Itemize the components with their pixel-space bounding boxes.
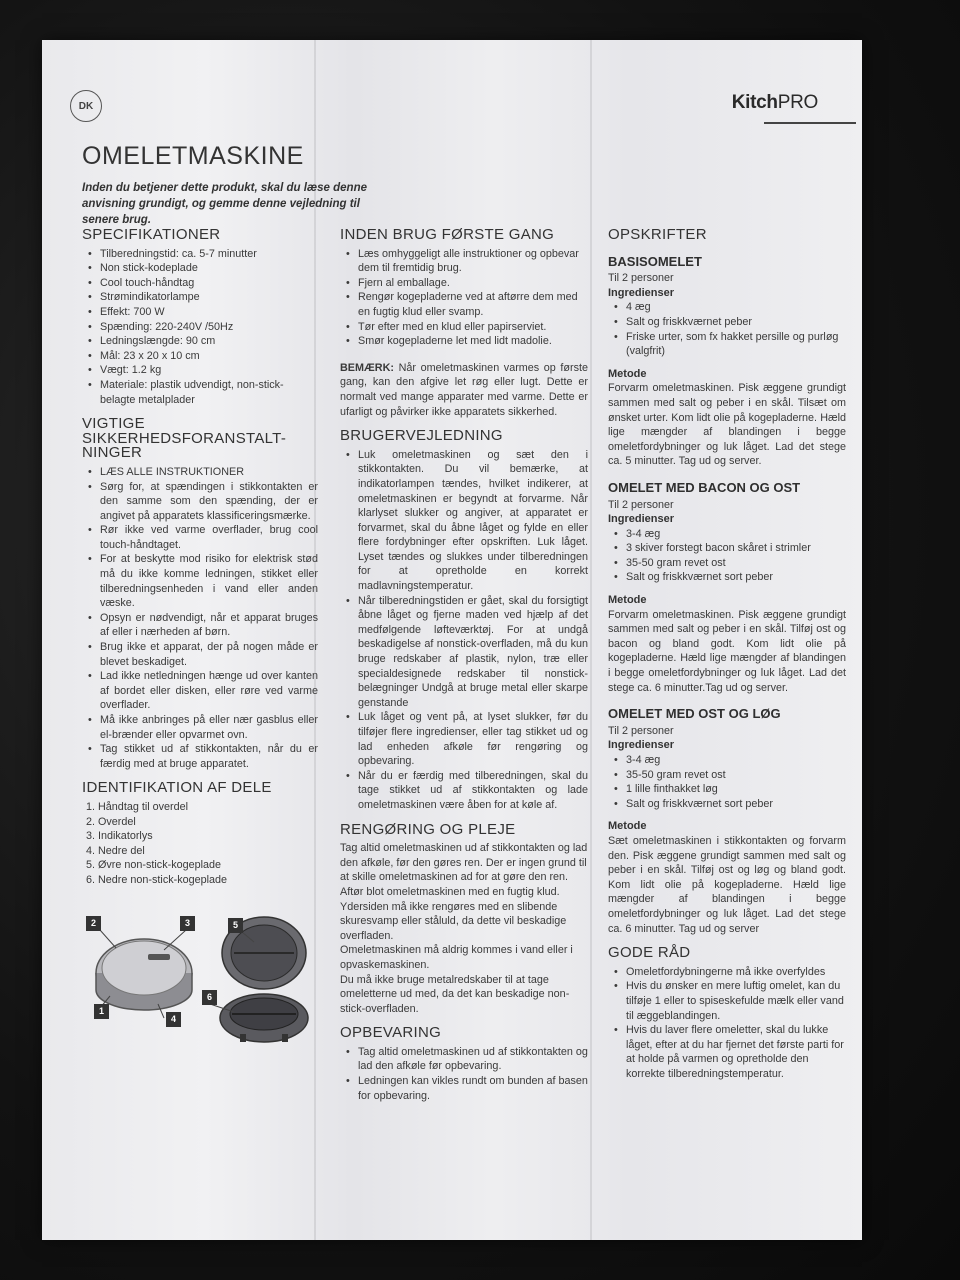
usage-heading: BRUGERVEJLEDNING — [340, 427, 503, 445]
list-item: • Salt og friskkværnet peber — [626, 315, 846, 330]
recipe-ingredients-label: Ingredienser — [608, 513, 675, 526]
list-item: • Tag altid omeletmaskinen ud af stikkontakten og lad den afkøle før opbevaring. — [358, 1045, 588, 1074]
page-title: OMELETMASKINE — [82, 142, 304, 170]
cleaning-heading: RENGØRING OG PLEJE — [340, 820, 516, 838]
part-label-3: 3 — [180, 916, 195, 931]
list-item: • Tag stikket ud af stikkontakten, når du er færdig med at bruge apparatet. — [100, 742, 318, 771]
part-label-2: 2 — [86, 916, 101, 931]
part-label-4: 4 — [166, 1012, 181, 1027]
list-item: • 35-50 gram revet ost — [626, 768, 846, 783]
list-item: 5. Øvre non-stick-kogeplade — [86, 859, 222, 872]
recipes-heading: OPSKRIFTER — [608, 226, 707, 243]
list-item: • Hvis du laver flere omeletter, skal du lukke låget, efter at du har fjernet det første parti for at holde på varmen og opretholde den korrekte tilberedningstemperatur. — [626, 1023, 846, 1081]
spec-heading: SPECIFIKATIONER — [82, 226, 221, 243]
omelet-maker-illustration — [82, 908, 322, 1058]
language-badge: DK — [70, 90, 102, 122]
list-item: • Friske urter, som fx hakket persille og purløg (valgfrit) — [626, 330, 846, 359]
recipe-ingredients-label: Ingredienser — [608, 739, 675, 752]
recipe-ingredients — [608, 300, 846, 358]
recipe-method-label: Metode — [608, 367, 647, 380]
list-item: • Luk låget og vent på, at lyset slukker, før du tilføjer flere ingredienser, eller tag stikket ud og lad enheden afkøle før rengøring og opbevaring. — [358, 710, 588, 768]
list-item: • 3 skiver forstegt bacon skåret i strimler — [626, 541, 846, 556]
first-use-heading: INDEN BRUG FØRSTE GANG — [340, 226, 555, 243]
list-item: • 1 lille finthakket løg — [626, 782, 846, 797]
recipe-method: Sæt omeletmaskinen i stikkontakten og forvarm den. Pisk æggene grundigt sammen med salt og peber i en skål. Tilføj ost og løg og bland godt. Kom lidt olie på kogepladerne. Hæld lige mængder af blandingen i begge omeletfordybninger og luk låget. Lad det stege ca. 6 minutter. Tag ud og server — [608, 834, 846, 935]
parts-heading: IDENTIFIKATION AF DELE — [82, 779, 272, 797]
list-item: 3. Indikatorlys — [86, 830, 153, 843]
spec-list — [82, 247, 318, 408]
list-item: • Spænding: 220-240V /50Hz — [100, 320, 318, 335]
cleaning-paragraph: Tag altid omeletmaskinen ud af stikkontakten og lad den afkøle, før den gøres ren. Der er ingen grund til at skille omeletmaskinen ad for at gøre den ren. — [340, 842, 588, 884]
list-item: • Ledningen kan vikles rundt om bunden af basen for opbevaring. — [358, 1074, 588, 1103]
list-item: • Mål: 23 x 20 x 10 cm — [100, 349, 318, 364]
list-item: • Hvis du ønsker en mere luftig omelet, kan du tilføje 1 eller to spiseskefulde mælk eller vand til æggeblandingen. — [626, 979, 846, 1023]
list-item: • Må ikke anbringes på eller nær gasblus eller el-brænder eller opvarmet ovn. — [100, 713, 318, 742]
list-item: • Tilberedningstid: ca. 5-7 minutter — [100, 247, 318, 262]
list-item: • Effekt: 700 W — [100, 305, 318, 320]
list-item: • Salt og friskkværnet sort peber — [626, 797, 846, 812]
column-middle — [340, 228, 588, 1103]
brand-logo — [732, 92, 818, 114]
recipe-method-label: Metode — [608, 820, 647, 833]
part-label-6: 6 — [202, 990, 217, 1005]
usage-list — [340, 448, 588, 813]
list-item: • LÆS ALLE INSTRUKTIONER — [100, 465, 318, 480]
list-item: • Fjern al emballage. — [358, 276, 588, 291]
safety-list — [82, 465, 318, 771]
list-item: • Lad ikke netledningen hænge ud over kanten af bordet eller disken, eller røre ved varme overflader. — [100, 669, 318, 713]
list-item: • Ledningslængde: 90 cm — [100, 334, 318, 349]
list-item: • For at beskytte mod risiko for elektrisk stød må du ikke komme ledningen, stikket eller tilberedningsenheden i vand eller anden væske. — [100, 552, 318, 610]
recipe-serves: Til 2 personer — [608, 724, 674, 737]
list-item: • Læs omhyggeligt alle instruktioner og opbevar dem til fremtidig brug. — [358, 247, 588, 276]
recipe-serves: Til 2 personer — [608, 272, 674, 285]
first-use-list — [340, 247, 588, 349]
list-item: • 35-50 gram revet ost — [626, 556, 846, 571]
list-item: • Materiale: plastik udvendigt, non-stick-belagte metalplader — [100, 378, 318, 407]
list-item: • Sørg for, at spændingen i stikkontakten er den samme som den spænding, der er angivet på apparatets klassificeringsmærke. — [100, 480, 318, 524]
list-item: • Omeletfordybningerne må ikke overfyldes — [626, 965, 846, 980]
list-item: • Smør kogepladerne let med lidt madolie. — [358, 334, 588, 349]
list-item: • Strømindikatorlampe — [100, 290, 318, 305]
list-item: • 3-4 æg — [626, 753, 846, 768]
list-item: • Vægt: 1.2 kg — [100, 363, 318, 378]
recipe-title: OMELET MED BACON OG OST — [608, 479, 801, 495]
recipe-ingredients-label: Ingredienser — [608, 286, 675, 299]
intro-text: Inden du betjener dette produkt, skal du læse denne anvisning grundigt, og gemme denne vejledning til senere brug. — [82, 182, 367, 226]
tips-list — [608, 965, 846, 1082]
recipe-method: Forvarm omeletmaskinen. Pisk æggene grundigt sammen med salt og peber i en skål. Tilføj ost og bacon og bland godt. Kom lidt olie på kogepladerne. Hæld lige mængder af blandingen i begge omeletfordybninger og luk låget. Lad det stege ca. 6 minutter.Tag ud og server. — [608, 608, 846, 694]
part-label-5: 5 — [228, 918, 243, 933]
cleaning-paragraph: Omeletmaskinen må aldrig kommes i vand eller i opvaskemaskinen. — [340, 944, 573, 971]
cleaning-paragraph: Aftør blot omeletmaskinen med en fugtig klud. Ydersiden må ikke rengøres med en slibende skuresvamp eller ståluld, da dette vil beskadige overfladen. — [340, 885, 567, 942]
list-item: • Brug ikke et apparat, der på nogen måde er blevet beskadiget. — [100, 640, 318, 669]
column-right — [608, 228, 846, 1081]
list-item: 2. Overdel — [86, 815, 136, 828]
safety-heading: VIGTIGE SIKKERHEDSFORANSTALT-NINGER — [82, 415, 287, 462]
recipe-title: BASISOMELET — [608, 253, 702, 269]
list-item: • Cool touch-håndtag — [100, 276, 318, 291]
list-item: 1. Håndtag til overdel — [86, 800, 189, 813]
brand-logo-kitch: Kitch — [731, 92, 778, 113]
list-item: • Rør ikke ved varme overflader, brug cool touch-håndtaget. — [100, 523, 318, 552]
list-item: • 4 æg — [626, 300, 846, 315]
recipe-method-label: Metode — [608, 594, 647, 607]
list-item: • Når du er færdig med tilberedningen, skal du tage stikket ud af stikkontakten og lade omeletmaskinen være åben for at køle af. — [358, 769, 588, 813]
column-left — [82, 228, 318, 1058]
list-item: 6. Nedre non-stick-kogeplade — [86, 873, 228, 886]
list-item: 4. Nedre del — [86, 844, 145, 857]
recipe-serves: Til 2 personer — [608, 498, 674, 511]
parts-list — [82, 800, 318, 888]
brand-logo-pro: PRO — [777, 92, 818, 113]
recipe-ingredients — [608, 753, 846, 811]
list-item: • Opsyn er nødvendigt, når et apparat bruges af eller i nærheden af børn. — [100, 611, 318, 640]
recipe-ingredients — [608, 527, 846, 585]
recipe-method: Forvarm omeletmaskinen. Pisk æggene grundigt sammen med salt og peber i en skål. Tilsæt om ønsket urter. Kom lidt olie på kogepladerne. Hæld lige mængder af blandingen i begge omeletfordybninger og luk låget. Lad det stege ca. 5 minutter. Tag ud og server. — [608, 382, 846, 468]
list-item: • Rengør kogepladerne ved at aftørre dem med en fugtig klud eller svamp. — [358, 290, 588, 319]
cleaning-paragraph: Du må ikke bruge metalredskaber til at tage omeletterne ud med, da det kan beskadige non-stick-overfladen. — [340, 973, 570, 1015]
list-item: • Non stick-kodeplade — [100, 261, 318, 276]
note-label: BEMÆRK: — [340, 361, 394, 374]
parts-diagram — [82, 908, 322, 1058]
logo-underline — [764, 122, 856, 124]
list-item: • Luk omeletmaskinen og sæt den i stikkontakten. Du vil bemærke, at indikatorlampen tændes, hvilket indikerer, at omeletmaskinen er begyndt at forvarme. Når klarlyset slukker og angiver, at apparatet er forvarmet, skal du åbne låget og fylde en eller flere fordybninger efter opskriften. Luk låget. Lyset tændes og slukkes under tilberedningen for at opretholde en korrekt madlavningstemperatur. — [358, 448, 588, 594]
list-item: • 3-4 æg — [626, 527, 846, 542]
storage-list — [340, 1045, 588, 1103]
note-text: Når omeletmaskinen varmes op første gang, kan den afgive let røg eller lugt. Dette er normalt ved mange apparater med varme. Dette er ufarligt og påvirker ikke apparatets sikkerhed. — [340, 361, 588, 418]
tips-heading: GODE RÅD — [608, 944, 691, 962]
fold-line — [590, 40, 592, 1240]
list-item: • Salt og friskkværnet sort peber — [626, 570, 846, 585]
recipe-title: OMELET MED OST OG LØG — [608, 706, 781, 722]
list-item: • Når tilberedningstiden er gået, skal du forsigtigt åbne låget og fjerne maden ved hjælp af det medfølgende løfteværktøj. For at undgå beskadigelse af nonstick-overfladen, må du kun bruge redskaber af plastik, nylon, træ eller specialdesignede redskaber til nonstick-belægninger Undgå at bruge metal eller skarpe genstande — [358, 594, 588, 711]
storage-heading: OPBEVARING — [340, 1024, 442, 1042]
part-label-1: 1 — [94, 1004, 109, 1019]
first-use-note — [340, 361, 588, 419]
list-item: • Tør efter med en klud eller papirserviet. — [358, 320, 588, 335]
instruction-sheet — [42, 40, 862, 1240]
